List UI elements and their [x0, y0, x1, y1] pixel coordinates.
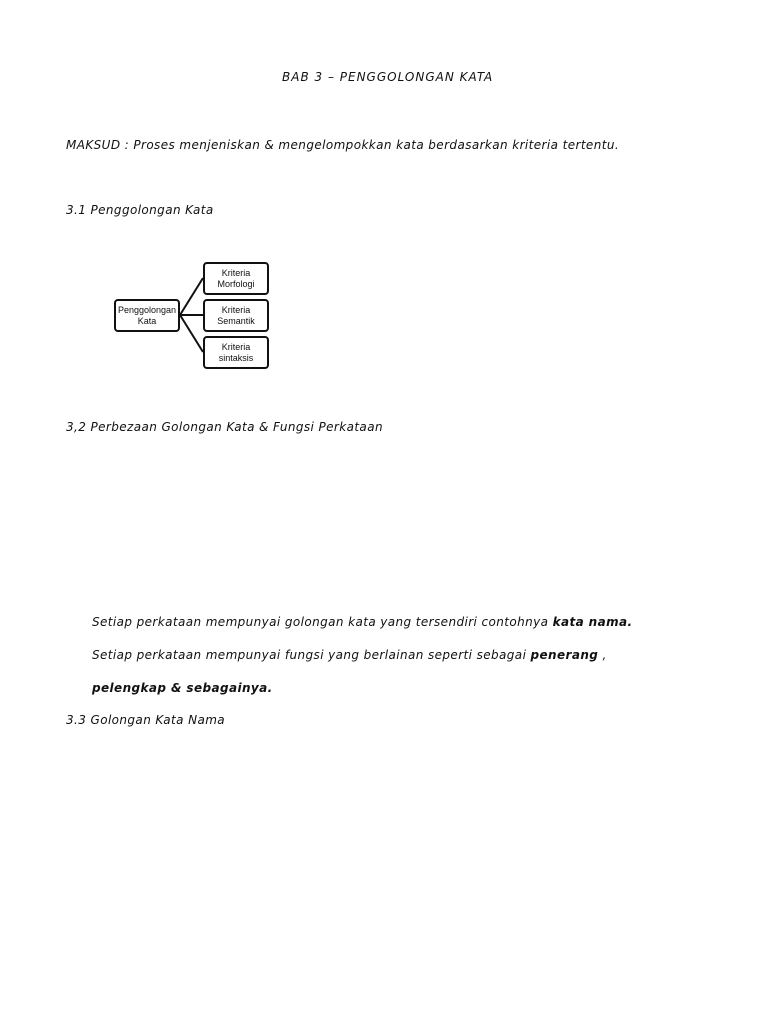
note-line-1 [92, 615, 632, 629]
diagram-branch-sintaksis [203, 336, 269, 369]
diagram-branch-semantik [203, 299, 269, 332]
note-line-2 [92, 648, 607, 662]
note-line-2-emphasis: penerang [530, 648, 599, 662]
section-heading-3-1: 3.1 Penggolongan Kata [66, 203, 214, 217]
note-line-1-text: Setiap perkataan mempunyai golongan kata yang tersendiri contohnya [92, 615, 553, 629]
connector-morfologi [180, 278, 203, 315]
section-heading-3-3: 3.3 Golongan Kata Nama [66, 713, 226, 727]
diagram-branch-label: Kriteria Semantik [217, 304, 255, 326]
diagram-branch-label: Kriteria sintaksis [218, 341, 254, 363]
note-line-2-suffix: , [598, 648, 607, 662]
note-line-3-emphasis: pelengkap & sebagainya. [92, 681, 273, 695]
diagram-branch-label: Kriteria Morfologi [217, 267, 255, 289]
note-line-2-text: Setiap perkataan mempunyai fungsi yang berlainan seperti sebagai [92, 648, 531, 662]
diagram-branch-morfologi [203, 262, 269, 295]
diagram-root-box [114, 299, 180, 332]
note-line-1-emphasis: kata nama. [552, 615, 633, 629]
diagram-root-label: Penggolongan Kata [118, 304, 177, 326]
note-line-3 [92, 681, 273, 695]
page-title: BAB 3 – PENGGOLONGAN KATA [282, 70, 494, 84]
connector-sintaksis [180, 315, 203, 352]
definition-text: MAKSUD : Proses menjeniskan & mengelompokkan kata berdasarkan kriteria tertentu. [66, 138, 620, 152]
section-heading-3-2: 3,2 Perbezaan Golongan Kata & Fungsi Perkataan [66, 420, 383, 434]
